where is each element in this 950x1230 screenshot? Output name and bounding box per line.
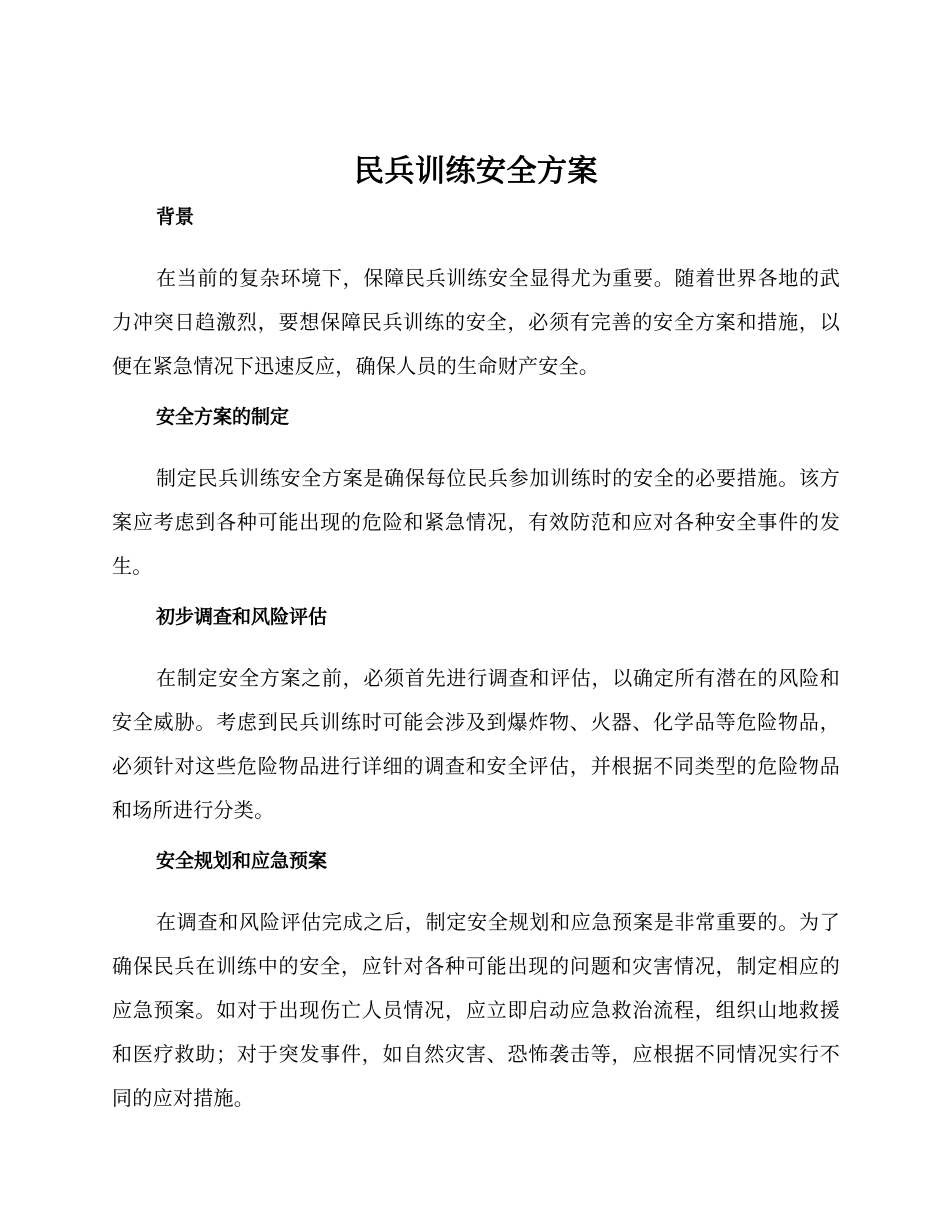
section-paragraph: 制定民兵训练安全方案是确保每位民兵参加训练时的安全的必要措施。该方案应考虑到各种可能出现的危险和紧急情况，有效防范和应对各种安全事件的发生。	[112, 466, 840, 578]
section-heading: 安全方案的制定	[156, 406, 290, 428]
section-background	[112, 204, 840, 388]
section-emergency-plan	[112, 848, 840, 1120]
spacer	[112, 588, 840, 604]
spacer	[112, 194, 840, 204]
section-plan-formulation	[112, 404, 840, 588]
spacer	[112, 832, 840, 848]
section-heading: 初步调查和风险评估	[156, 606, 328, 628]
section-paragraph: 在制定安全方案之前，必须首先进行调查和评估，以确定所有潜在的风险和安全威胁。考虑到民兵训练时可能会涉及到爆炸物、火器、化学品等危险物品，必须针对这些危险物品进行详细的调查和安全评估，并根据不同类型的危险物品和场所进行分类。	[112, 666, 840, 822]
spacer	[112, 230, 840, 256]
section-risk-assessment	[112, 604, 840, 832]
spacer	[112, 430, 840, 456]
spacer	[112, 630, 840, 656]
spacer	[112, 388, 840, 404]
section-heading: 背景	[156, 206, 195, 228]
document-title: 民兵训练安全方案	[354, 154, 598, 189]
section-paragraph: 在当前的复杂环境下，保障民兵训练安全显得尤为重要。随着世界各地的武力冲突日趋激烈，要想保障民兵训练的安全，必须有完善的安全方案和措施，以便在紧急情况下迅速反应，确保人员的生命财产安全。	[112, 266, 840, 378]
section-paragraph: 在调查和风险评估完成之后，制定安全规划和应急预案是非常重要的。为了确保民兵在训练中的安全，应针对各种可能出现的问题和灾害情况，制定相应的应急预案。如对于出现伤亡人员情况，应立即启动应急救治流程，组织山地救援和医疗救助；对于突发事件，如自然灾害、恐怖袭击等，应根据不同情况实行不同的应对措施。	[112, 910, 840, 1110]
section-heading: 安全规划和应急预案	[156, 850, 328, 872]
spacer	[112, 874, 840, 900]
